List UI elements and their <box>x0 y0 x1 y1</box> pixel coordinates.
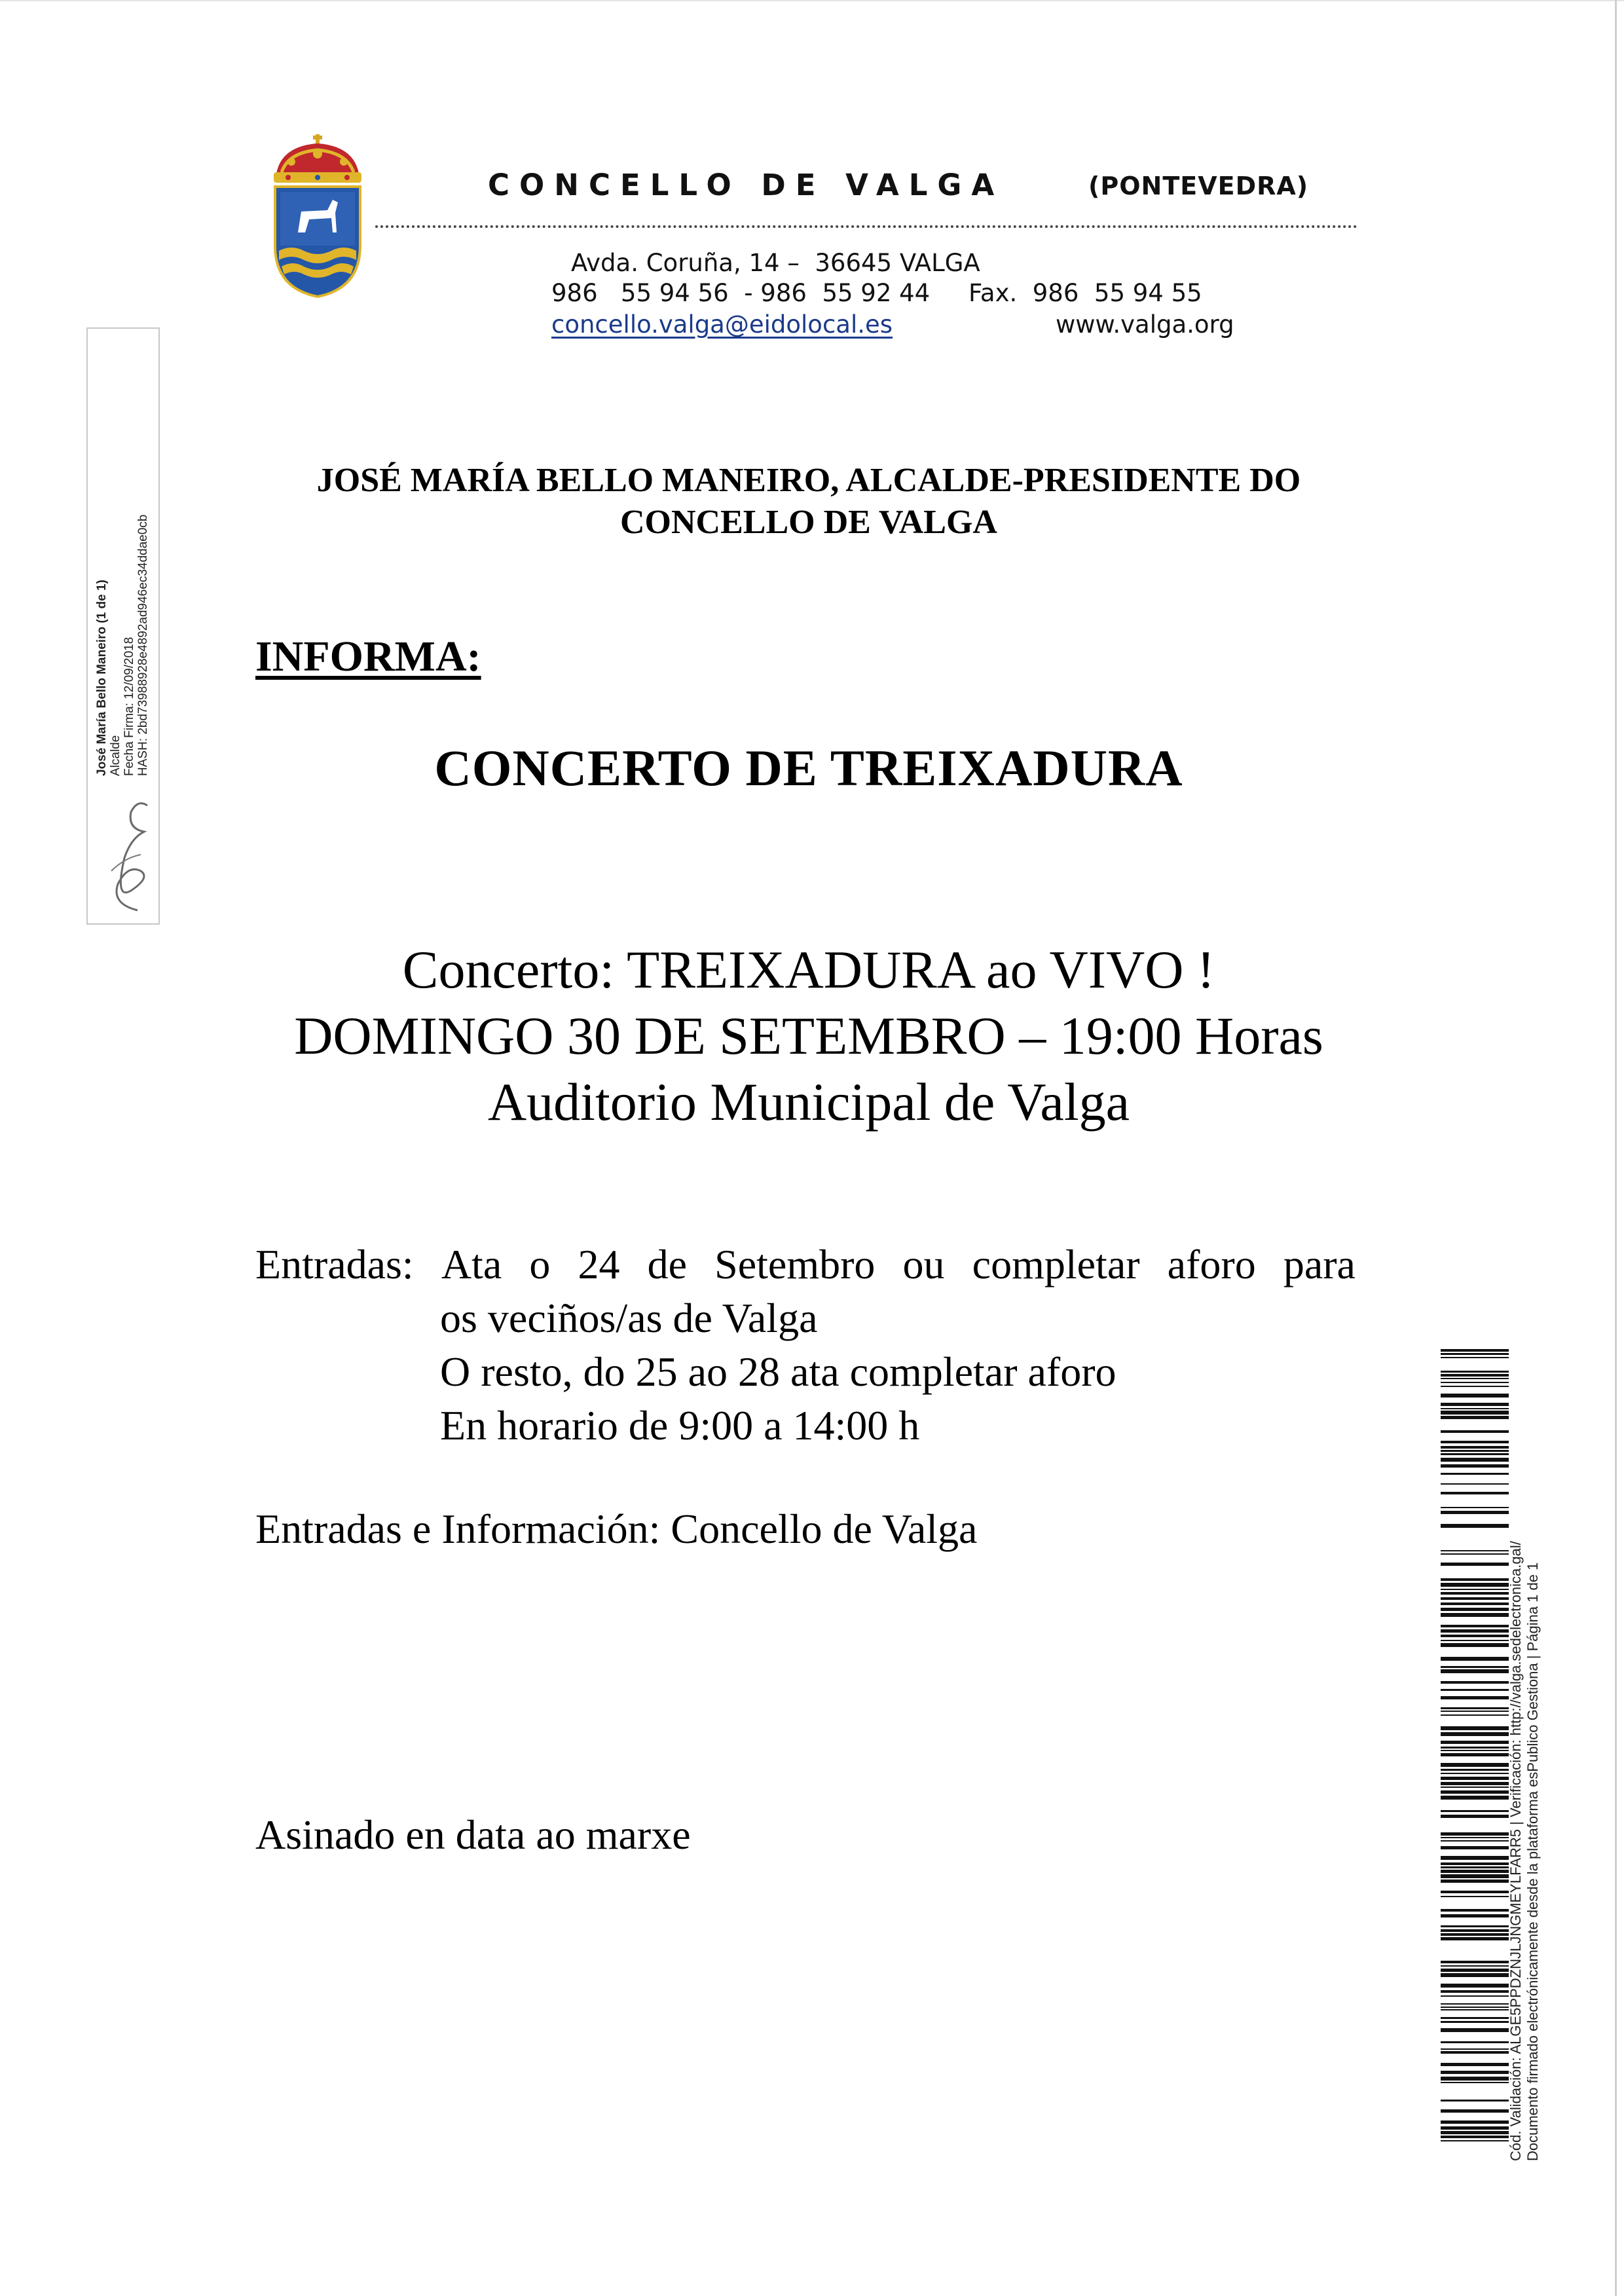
tickets-line: O resto, do 25 ao 28 ata completar aforo <box>440 1348 1116 1395</box>
address-line: Avda. Coruña, 14 – 36645 VALGA <box>571 249 980 277</box>
document-title: CONCERTO DE TREIXADURA <box>434 739 1183 796</box>
mayor-heading-line: JOSÉ MARÍA BELLO MANEIRO, ALCALDE-PRESIDENTE DO <box>316 462 1301 499</box>
tickets-section <box>255 1238 1356 1453</box>
tickets-word: aforo <box>1167 1241 1256 1287</box>
top-edge-line <box>0 0 1624 1</box>
tickets-word: 24 <box>578 1241 620 1287</box>
website-link[interactable]: www.valga.org <box>1056 310 1234 339</box>
tickets-line: En horario de 9:00 a 14:00 h <box>440 1402 920 1449</box>
tickets-word: Setembro <box>714 1241 876 1287</box>
tickets-line: os veciños/as de Valga <box>440 1295 818 1341</box>
signer-name: José María Bello Maneiro (1 de 1) <box>95 580 109 776</box>
event-venue: Auditorio Municipal de Valga <box>487 1072 1130 1132</box>
coat-of-arms-icon <box>262 134 373 298</box>
right-page-edge <box>1615 0 1617 2296</box>
info-line: Entradas e Información: Concello de Valga <box>255 1506 978 1552</box>
tickets-word: completar <box>972 1241 1140 1287</box>
validation-platform: Documento firmado electrónicamente desde la plataforma esPublico Gestiona | Página 1 de 1 <box>1524 1562 1541 2161</box>
signer-role: Alcalde <box>109 735 122 776</box>
tickets-line-justified <box>255 1238 1356 1291</box>
tickets-word: Entradas: <box>255 1241 414 1287</box>
province-name: (PONTEVEDRA) <box>1088 172 1309 200</box>
validation-code: Cód. Validación: ALGE5PPDZNJLJNGMEYLFARR5 | Verificación: http://valga.sedelectronica.gal/ <box>1507 1541 1524 2161</box>
tickets-word: ou <box>902 1241 945 1287</box>
tickets-word: o <box>529 1241 551 1287</box>
phone-line: 986 55 94 56 - 986 55 92 44 Fax. 986 55 94 55 <box>551 279 1202 307</box>
mayor-heading <box>216 460 1401 544</box>
institution-name: CONCELLO DE VALGA <box>488 168 1005 202</box>
signed-note: Asinado en data ao marxe <box>255 1811 691 1858</box>
event-details <box>216 936 1401 1135</box>
tickets-word: para <box>1283 1241 1356 1287</box>
mayor-heading-line: CONCELLO DE VALGA <box>620 504 997 541</box>
informa-label: INFORMA: <box>255 633 481 680</box>
validation-text <box>1507 1541 1541 2161</box>
signature-details <box>95 515 150 776</box>
event-date-time: DOMINGO 30 DE SETEMBRO – 19:00 Horas <box>294 1006 1323 1065</box>
signature-date: Fecha Firma: 12/09/2018 <box>122 637 136 776</box>
email-link[interactable]: concello.valga@eidolocal.es <box>551 310 893 339</box>
signature-hash: HASH: 2bd73988928e4892ad946ec34ddae0cb <box>136 514 150 776</box>
tickets-word: de <box>647 1241 687 1287</box>
handwritten-signature <box>92 792 157 920</box>
barcode-image <box>1441 1349 1509 2151</box>
tickets-word: Ata <box>441 1241 502 1287</box>
event-name: Concerto: TREIXADURA ao VIVO ! <box>402 940 1215 999</box>
header-divider <box>375 225 1357 228</box>
